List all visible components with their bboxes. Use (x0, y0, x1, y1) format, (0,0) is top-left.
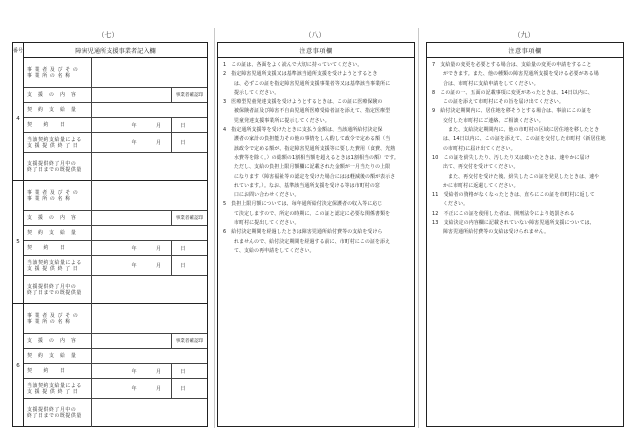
block-number: 4 (13, 58, 24, 180)
entry-row-end (24, 399, 207, 427)
note-item: 7 支給量の変更を必要とする場合は、支給量の変更の申請をすること (432, 62, 592, 68)
date-unit-day: 日 (180, 122, 186, 129)
field-value[interactable] (92, 211, 207, 225)
note-line: れています。）。なお、基準該当通所支援を受ける等は市町村の窓 (234, 182, 380, 189)
field-label: 支 援 の 内 容 (24, 334, 92, 348)
provider-entry-block (13, 304, 207, 427)
note-line: 児童発達支援事業所に提示してください。 (234, 117, 330, 124)
field-label: 支援提供終了月中の 終了日までの既提供量 (24, 399, 92, 427)
field-label: 支援提供終了月中の 終了日までの既提供量 (24, 153, 92, 181)
field-value[interactable] (92, 153, 207, 181)
note-line: 障害児通所給付費等の支給は受けられません。 (443, 229, 550, 236)
date-unit-month: 月 (155, 245, 161, 252)
note-line: 提示してください。 (234, 89, 280, 96)
provider-entry-block (13, 181, 207, 304)
field-value[interactable] (92, 276, 207, 304)
field-label: 事 業 者 及 び そ の 事 業 所 の 名 称 (24, 181, 92, 210)
date-unit-day: 日 (180, 368, 186, 375)
entry-row-amount (24, 349, 207, 364)
field-label: 契 約 支 給 量 (24, 226, 92, 240)
seal-box[interactable] (171, 364, 207, 378)
note-line: かに市町村に返還してください。 (443, 182, 519, 189)
date-unit-year: 年 (131, 140, 137, 146)
field-value[interactable] (92, 241, 207, 255)
block-number: 5 (13, 181, 24, 303)
entry-row-content (24, 334, 207, 349)
note-line: 合は、市町村に支給申請をしてください。 (443, 80, 539, 87)
field-value[interactable] (92, 334, 207, 348)
note-item: 5 負担上限月額については、毎年通所給付決定保護者の収入等に応じ (223, 201, 383, 208)
field-label: 契 約 日 (24, 241, 92, 255)
note-item: 8 この証の一、五面の記載事項に変更があったときは、14日以内に、 (432, 89, 593, 96)
field-label: 契 約 日 (24, 364, 92, 378)
notes-body (218, 58, 414, 256)
note-item: 2 指定障害児通所支援又は基準該当通所支援を受けようとするとき (223, 71, 378, 78)
note-item: 11 受給者の資格がなくなったときは、直ちにこの証を市町村に返して (432, 192, 595, 199)
entry-row-contract-date (24, 364, 207, 379)
note-line: は、必ずこの証を指定障害児通所支援事業者等又は基準該当事業所に (234, 80, 391, 87)
block-number: 6 (13, 304, 24, 427)
field-label: 支 援 の 内 容 (24, 88, 92, 102)
date-unit-day: 日 (180, 140, 186, 146)
number-column-header: 番号 (13, 43, 24, 58)
page-number: （七） (97, 31, 119, 39)
note-line: て、支給の再申請をしてください。 (234, 247, 315, 254)
note-line: また、再交付を受けた後、紛失したこの証を発見したときは、速や (443, 173, 600, 180)
field-value[interactable] (92, 118, 207, 132)
field-label: 契 約 支 給 量 (24, 349, 92, 363)
note-item: 6 給付決定期間を経過したときは障害児通所給付費等の支給を受けら (223, 229, 383, 236)
field-label: 事 業 者 及 び そ の 事 業 所 の 名 称 (24, 58, 92, 87)
note-line: 該政令で定める額が、指定障害児通所支援等に要した費用（食費、光熱 (234, 145, 396, 152)
date-unit-year: 年 (131, 245, 137, 252)
provider-confirm-seal-label: 事業者確認印 (171, 334, 207, 348)
note-item: 1 この証は、各面をよく読んで大切に持っていてください。 (223, 62, 363, 68)
note-line: 護者の家計の負担能力その他の事情をしん酌して政令で定める額（当 (234, 136, 391, 143)
table-title: 障害児通所支援事業者記入欄 (24, 43, 207, 58)
field-value[interactable] (92, 88, 207, 102)
provider-entry-table (12, 42, 208, 427)
field-value[interactable] (92, 226, 207, 240)
date-unit-year: 年 (131, 368, 137, 375)
date-unit-month: 月 (155, 140, 161, 146)
note-item: 3 医療型児童発達支援を受けようとするときは、この証に医療保険の (223, 99, 383, 106)
note-line: この証を添えて市町村にその旨を届け出てください。 (443, 99, 564, 106)
field-value[interactable] (92, 256, 207, 275)
entry-row-contract-date (24, 118, 207, 133)
page-eight (211, 0, 419, 440)
entry-row-provider (24, 181, 207, 211)
seal-box[interactable] (171, 241, 207, 255)
entry-row-provider (24, 58, 207, 88)
page-seven (4, 0, 212, 440)
page-number: （八） (304, 31, 326, 39)
field-label: 当該契約支給量による 支 援 提 供 終 了 日 (24, 379, 92, 398)
page-number: （九） (513, 31, 535, 39)
note-line: 出て、再交付を受けてください。 (443, 164, 519, 171)
field-value[interactable] (92, 364, 207, 378)
notes-title: 注意事項欄 (218, 43, 414, 58)
date-unit-month: 月 (155, 368, 161, 375)
date-unit-month: 月 (155, 122, 161, 129)
date-unit-month: 月 (155, 263, 161, 269)
entry-row-amount (24, 103, 207, 118)
note-line: ができます。また、他の種類の障害児通所支援を受ける必要がある場 (443, 71, 599, 78)
entry-row-contract-date (24, 241, 207, 256)
entry-row-end (24, 153, 207, 181)
date-unit-day: 日 (180, 386, 186, 392)
date-unit-year: 年 (131, 263, 137, 269)
note-line: になります（障害福祉等の認定を受けた場合にはは軽減後の額が表示さ (234, 173, 396, 180)
entry-row-content (24, 211, 207, 226)
field-label: 当該契約支給量による 支 援 提 供 終 了 日 (24, 133, 92, 152)
note-line: れませんので、給付決定期間を経過する前に、市町村にこの証を添え (234, 238, 391, 245)
note-line: ただし、支給の負担上限月額欄に記載された金額が一月当たりの上限 (234, 164, 391, 171)
notes-title: 注意事項欄 (427, 43, 623, 58)
field-value[interactable] (92, 58, 207, 87)
field-value[interactable] (92, 133, 207, 152)
date-unit-year: 年 (131, 386, 137, 392)
entry-row-content (24, 88, 207, 103)
note-item: 10 この証を紛失したり、汚したり又は破いたときは、速やかに届け (432, 154, 590, 161)
note-item: 9 給付決定期間内に、居住地を移そうとする場合は、事前にこの証を (432, 108, 592, 115)
note-line: は、14日以内に、この証を添えて、この証を交付した市町村（新居住地 (443, 136, 606, 143)
entry-row-remaining (24, 256, 207, 276)
entry-row-amount (24, 226, 207, 241)
field-label: 契 約 日 (24, 118, 92, 132)
note-line: て決定しますので、所定の時期に、この証と認定に必要な関係書類を (234, 210, 391, 217)
note-line: 市町村に提出してください。 (234, 220, 300, 227)
provider-confirm-seal-label: 事業者確認印 (171, 88, 207, 102)
seal-box[interactable] (171, 133, 207, 152)
note-item: 13 支給決定の内容欄に記載されていない障害児通所支援については、 (432, 220, 595, 227)
field-label: 支 援 の 内 容 (24, 211, 92, 225)
note-item: 4 指定通所支援等を受けたときに支払う金額は、当該通所給付決定保 (223, 127, 383, 134)
field-value[interactable] (92, 103, 207, 117)
seal-box[interactable] (171, 379, 207, 398)
note-line: 口にお問い合わせください。 (234, 192, 300, 199)
note-line: ください。 (443, 201, 469, 208)
note-line: 被保険者証及び障害不自由児通所医療受給者証を添えて、指定医療型 (234, 108, 391, 115)
field-value[interactable] (92, 379, 207, 398)
field-value[interactable] (92, 399, 207, 427)
field-value[interactable] (92, 304, 207, 333)
note-line: 交付した市町村にご連絡、ご相談ください。 (443, 117, 544, 124)
field-value[interactable] (92, 349, 207, 363)
date-unit-month: 月 (155, 386, 161, 392)
seal-box[interactable] (171, 256, 207, 275)
date-unit-day: 日 (180, 245, 186, 252)
entry-row-provider (24, 304, 207, 334)
field-value[interactable] (92, 181, 207, 210)
note-line: の市町村)に届け出てください。 (443, 145, 516, 152)
entry-row-remaining (24, 379, 207, 399)
notes-frame (426, 42, 624, 427)
entry-row-remaining (24, 133, 207, 153)
note-item: 12 不正にこの証を使用した者は、開刑法令により処罰される (432, 210, 575, 217)
note-line: また、支給決定期間内に、他の市町村の区域に居住地を移したとき (443, 127, 600, 134)
provider-entry-block (13, 58, 207, 181)
notes-body (427, 58, 623, 238)
provider-confirm-seal-label: 事業者確認印 (171, 211, 207, 225)
page-nine (420, 0, 628, 440)
entry-row-end (24, 276, 207, 304)
notes-frame (217, 42, 415, 427)
date-unit-year: 年 (131, 122, 137, 129)
date-unit-day: 日 (180, 263, 186, 269)
field-label: 支援提供終了月中の 終了日までの既提供量 (24, 276, 92, 304)
field-label: 当該契約支給量による 支 援 提 供 終 了 日 (24, 256, 92, 275)
seal-box[interactable] (171, 118, 207, 132)
field-label: 事 業 者 及 び そ の 事 業 所 の 名 称 (24, 304, 92, 333)
field-label: 契 約 支 給 量 (24, 103, 92, 117)
note-line: 水費等を除く。）の総額の1割相当額を超えるときは1割相当の額）です。 (234, 154, 399, 161)
